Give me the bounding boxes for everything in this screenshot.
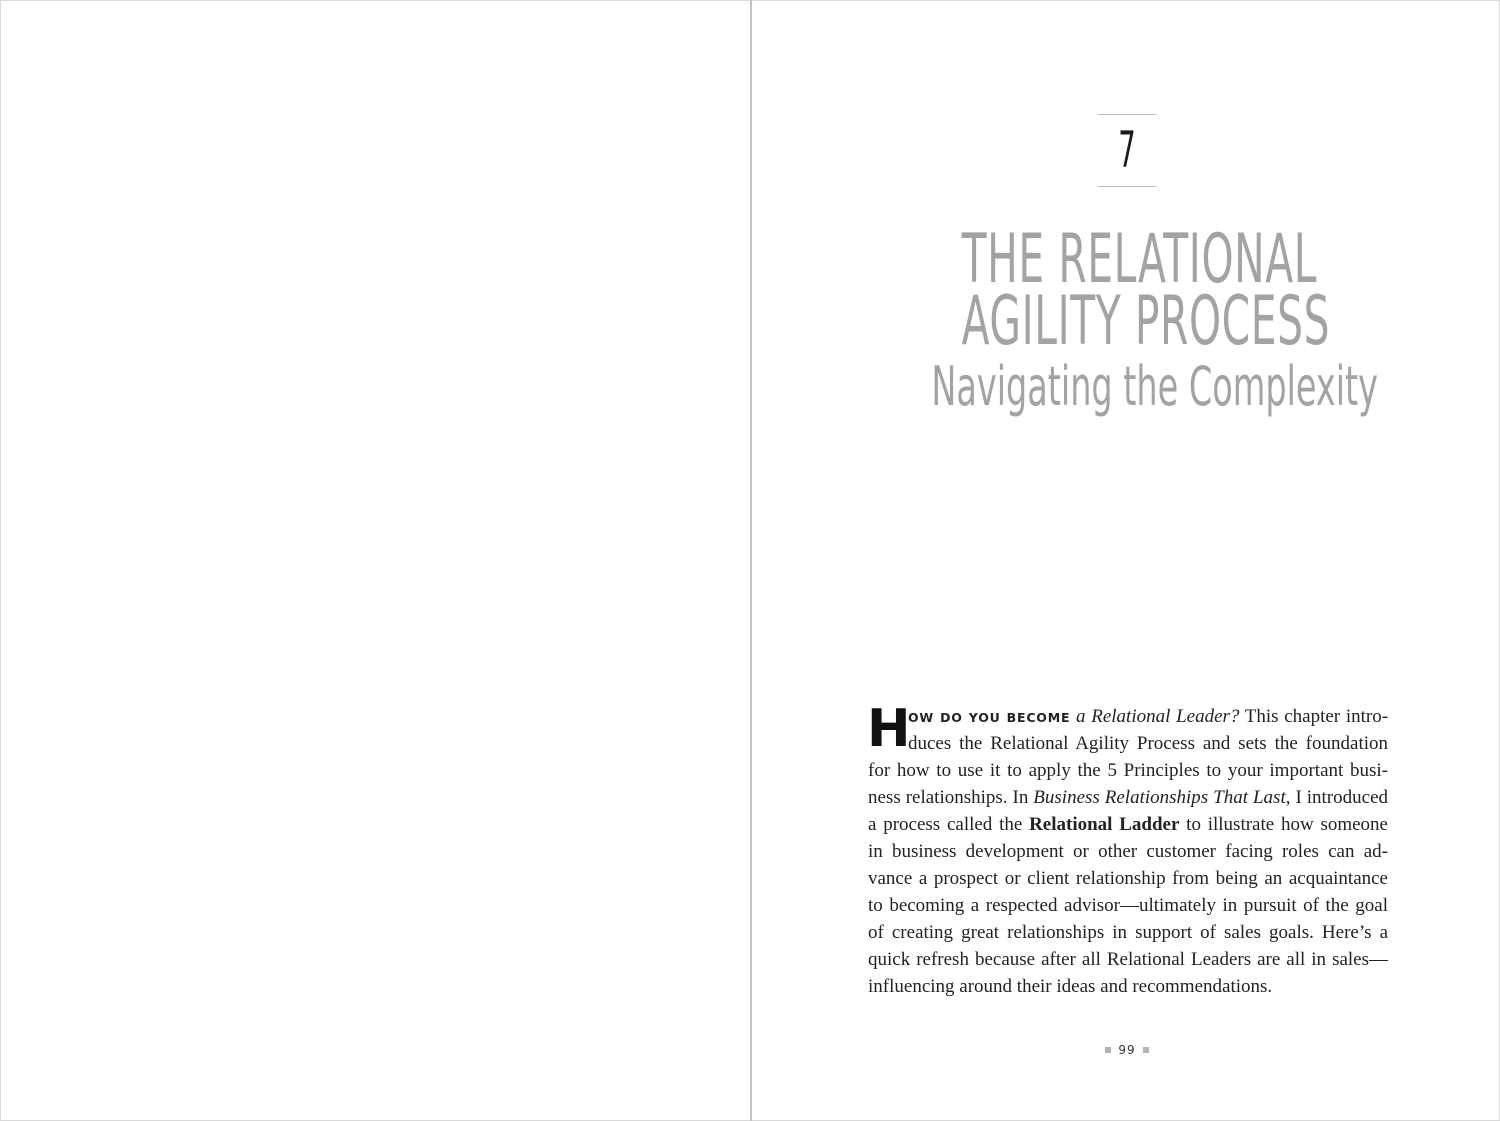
chapter-number-bottom-rule	[1098, 186, 1156, 187]
page-folio	[1102, 1040, 1152, 1060]
text-run: to illustrate how someone	[1179, 814, 1388, 835]
paragraph-line	[868, 892, 1388, 919]
right-page	[752, 0, 1500, 1121]
text-run-smallcaps: OW DO YOU BECOME	[908, 710, 1071, 725]
chapter-opening-paragraph	[867, 699, 1389, 1000]
text-run: vance a prospect or client relationship from being an acquaintance	[868, 868, 1388, 889]
paragraph-line	[868, 784, 1388, 811]
chapter-subtitle: Navigating the Complexity	[931, 355, 1378, 418]
paragraph-line	[868, 757, 1388, 784]
paragraph-line	[868, 730, 1388, 757]
text-run: This chapter intro-	[1239, 706, 1389, 727]
text-run-bold: Relational Ladder	[1029, 814, 1180, 835]
chapter-number: 7	[1118, 121, 1136, 179]
text-run: duces the Relational Agility Process and sets the foundation	[908, 733, 1388, 754]
folio-square-left-icon	[1105, 1047, 1111, 1053]
text-run: ness relationships. In	[868, 787, 1034, 808]
page-number: 99	[1118, 1043, 1136, 1057]
chapter-title-line-2: AGILITY PROCESS	[961, 282, 1331, 361]
text-run: a process called the	[868, 814, 1030, 835]
chapter-number-top-rule	[1098, 114, 1156, 115]
text-run: for how to use it to apply the 5 Principles to your important busi-	[868, 760, 1388, 781]
text-run: quick refresh because after all Relational Leaders are all in sales—	[868, 949, 1388, 970]
paragraph-line	[868, 703, 1388, 730]
paragraph-line	[868, 865, 1388, 892]
text-run: in business development or other customer facing roles can ad-	[868, 841, 1388, 862]
text-run-italic: Business Relationships That Last	[1033, 787, 1286, 808]
paragraph-line	[868, 811, 1388, 838]
folio-square-right-icon	[1143, 1047, 1149, 1053]
chapter-title-line-1: THE RELATIONAL	[961, 220, 1318, 299]
text-run: of creating great relationships in support of sales goals. Here’s a	[868, 922, 1388, 943]
text-run: , I introduced	[1285, 787, 1388, 808]
paragraph-line	[868, 838, 1388, 865]
paragraph-line	[868, 973, 1388, 1000]
text-run-italic: a Relational Leader?	[1076, 706, 1240, 727]
paragraph-line	[868, 919, 1388, 946]
paragraph-line	[868, 946, 1388, 973]
text-run: to becoming a respected advisor—ultimately in pursuit of the goal	[868, 895, 1388, 916]
drop-cap-letter: H	[867, 699, 911, 759]
text-run: influencing around their ideas and recommendations.	[868, 976, 1273, 997]
